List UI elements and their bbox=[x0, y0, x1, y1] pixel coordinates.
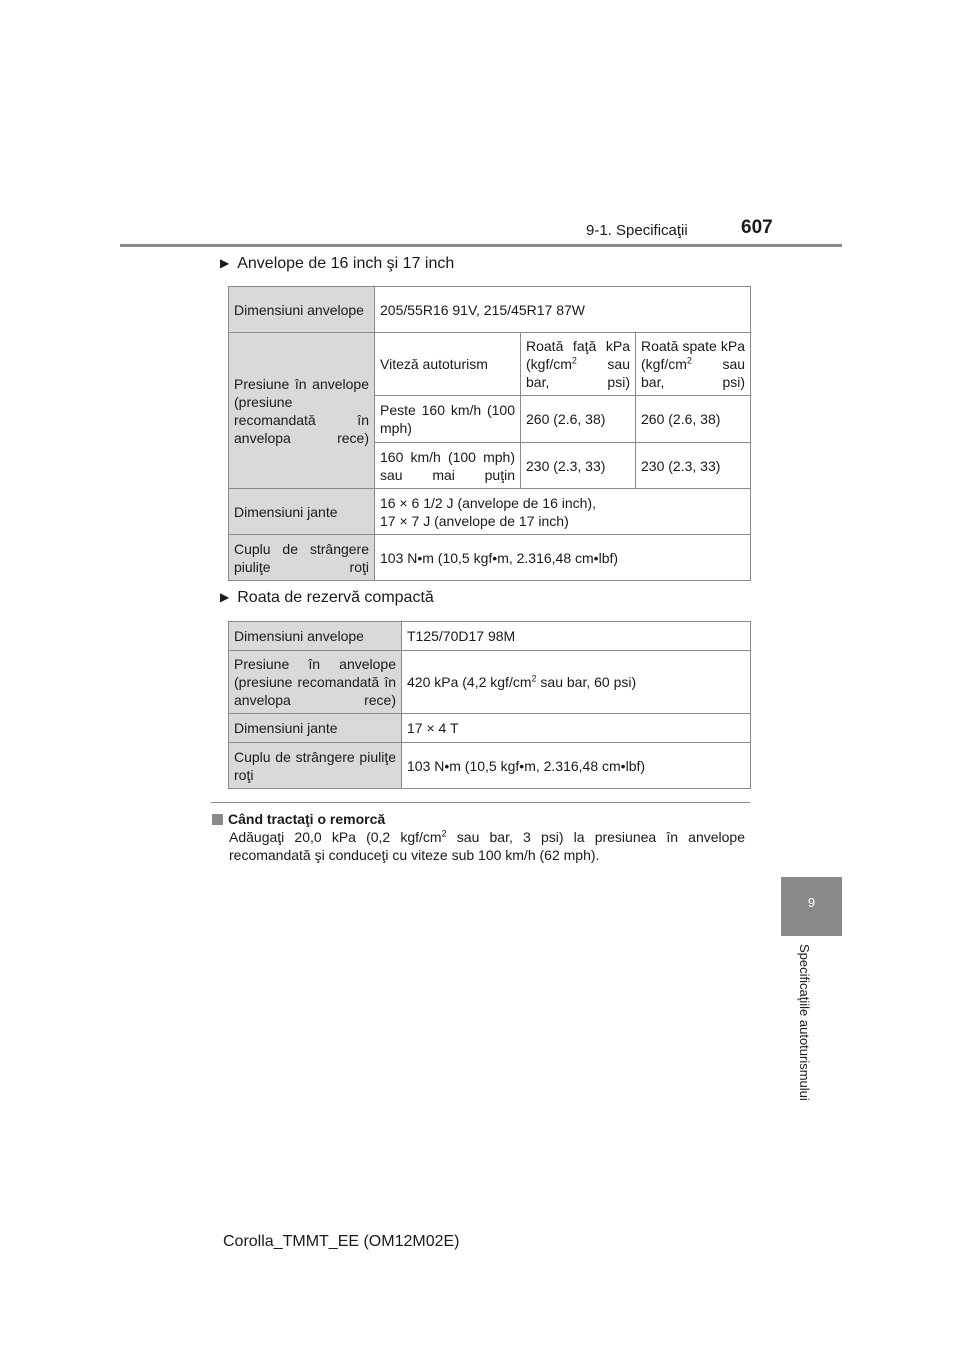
rim-size-line: 17 × 7 J (anvelope de 17 inch) bbox=[380, 512, 569, 529]
table-row bbox=[229, 743, 751, 789]
column-header-rear bbox=[636, 333, 751, 396]
front-pressure-cell: 230 (2.3, 33) bbox=[521, 443, 636, 489]
page-number: 607 bbox=[741, 217, 773, 238]
tire-size-label: Dimensiuni anvelope bbox=[229, 622, 402, 651]
spare-tire-spec-table bbox=[228, 621, 751, 789]
tire-pressure-text: 420 kPa (4,2 kgf/cm bbox=[407, 674, 532, 690]
rim-size-line: 16 × 6 1/2 J (anvelope de 16 inch), bbox=[380, 494, 596, 511]
section-title: 9-1. Specificaţii bbox=[586, 222, 688, 239]
tire-size-value: 205/55R16 91V, 215/45R17 87W bbox=[375, 287, 751, 333]
rim-size-value bbox=[375, 489, 751, 535]
tire-pressure-label: Presiune în anvelope (presiune recomandată în anvelopa rece) bbox=[229, 651, 402, 714]
torque-value: 103 N•m (10,5 kgf•m, 2.316,48 cm•lbf) bbox=[375, 535, 751, 581]
footer-model-code: Corolla_TMMT_EE (OM12M02E) bbox=[223, 1233, 460, 1250]
table-row bbox=[229, 622, 751, 651]
table-row bbox=[229, 333, 751, 396]
note-text-suffix: sau bar, 3 psi) la presiunea în anvelope recomandată şi conduceţi cu viteze sub 100 km/h (62 mph). bbox=[229, 829, 745, 863]
speed-cell: Peste 160 km/h (100 mph) bbox=[375, 396, 521, 443]
triangle-arrow-icon: ▶ bbox=[220, 590, 230, 604]
table-row bbox=[229, 651, 751, 714]
note-heading bbox=[212, 811, 385, 827]
speed-cell: 160 km/h (100 mph) sau mai puţin bbox=[375, 443, 521, 489]
note-heading-text: Când tractaţi o remorcă bbox=[228, 811, 386, 827]
section-heading-tires bbox=[220, 255, 454, 273]
column-header-speed: Viteză autoturism bbox=[375, 333, 521, 396]
column-header-front-text: Roată faţă kPa (kgf/cm bbox=[526, 338, 630, 372]
tire-pressure-label: Presiune în anvelope (presiune recomandată în anvelopa rece) bbox=[229, 333, 375, 489]
rim-size-value: 17 × 4 T bbox=[402, 714, 751, 743]
column-header-rear-text: Roată spate kPa (kgf/cm bbox=[641, 338, 746, 372]
unit-superscript: 2 bbox=[531, 673, 537, 684]
tire-pressure-suffix: sau bar, 60 psi) bbox=[536, 674, 637, 690]
unit-superscript: 2 bbox=[441, 828, 447, 839]
tire-pressure-value bbox=[402, 651, 751, 714]
torque-label: Cuplu de strângere piuliţe roţi bbox=[229, 535, 375, 581]
table-row bbox=[229, 714, 751, 743]
unit-superscript: 2 bbox=[571, 355, 577, 366]
rim-size-label: Dimensiuni jante bbox=[229, 714, 402, 743]
section-heading-text: Roata de rezervă compactă bbox=[237, 589, 434, 606]
column-header-front-suffix: sau bar, psi) bbox=[526, 356, 630, 390]
chapter-tab[interactable] bbox=[781, 877, 842, 936]
note-body bbox=[229, 828, 745, 864]
front-pressure-cell: 260 (2.6, 38) bbox=[521, 396, 636, 443]
torque-label: Cuplu de strângere piuliţe roţi bbox=[229, 743, 402, 789]
tire-size-value: T125/70D17 98M bbox=[402, 622, 751, 651]
torque-value: 103 N•m (10,5 kgf•m, 2.316,48 cm•lbf) bbox=[402, 743, 751, 789]
rear-pressure-cell: 230 (2.3, 33) bbox=[636, 443, 751, 489]
tire-size-label: Dimensiuni anvelope bbox=[229, 287, 375, 333]
section-heading-text: Anvelope de 16 inch şi 17 inch bbox=[237, 255, 455, 272]
rim-size-label: Dimensiuni jante bbox=[229, 489, 375, 535]
column-header-front bbox=[521, 333, 636, 396]
unit-superscript: 2 bbox=[686, 355, 692, 366]
table-row bbox=[229, 535, 751, 581]
table-row bbox=[229, 287, 751, 333]
note-divider bbox=[211, 802, 750, 803]
note-text: Adăugaţi 20,0 kPa (0,2 kgf/cm bbox=[229, 829, 442, 845]
column-header-rear-suffix: sau bar, psi) bbox=[641, 356, 746, 390]
section-heading-spare bbox=[220, 589, 434, 607]
square-bullet-icon bbox=[212, 814, 223, 825]
tire-spec-table bbox=[228, 286, 751, 581]
rear-pressure-cell: 260 (2.6, 38) bbox=[636, 396, 751, 443]
table-row bbox=[229, 489, 751, 535]
chapter-label: Specificaţiile autoturismului bbox=[797, 944, 812, 1101]
triangle-arrow-icon: ▶ bbox=[220, 256, 230, 270]
chapter-number: 9 bbox=[807, 895, 816, 910]
header-divider bbox=[120, 244, 842, 247]
